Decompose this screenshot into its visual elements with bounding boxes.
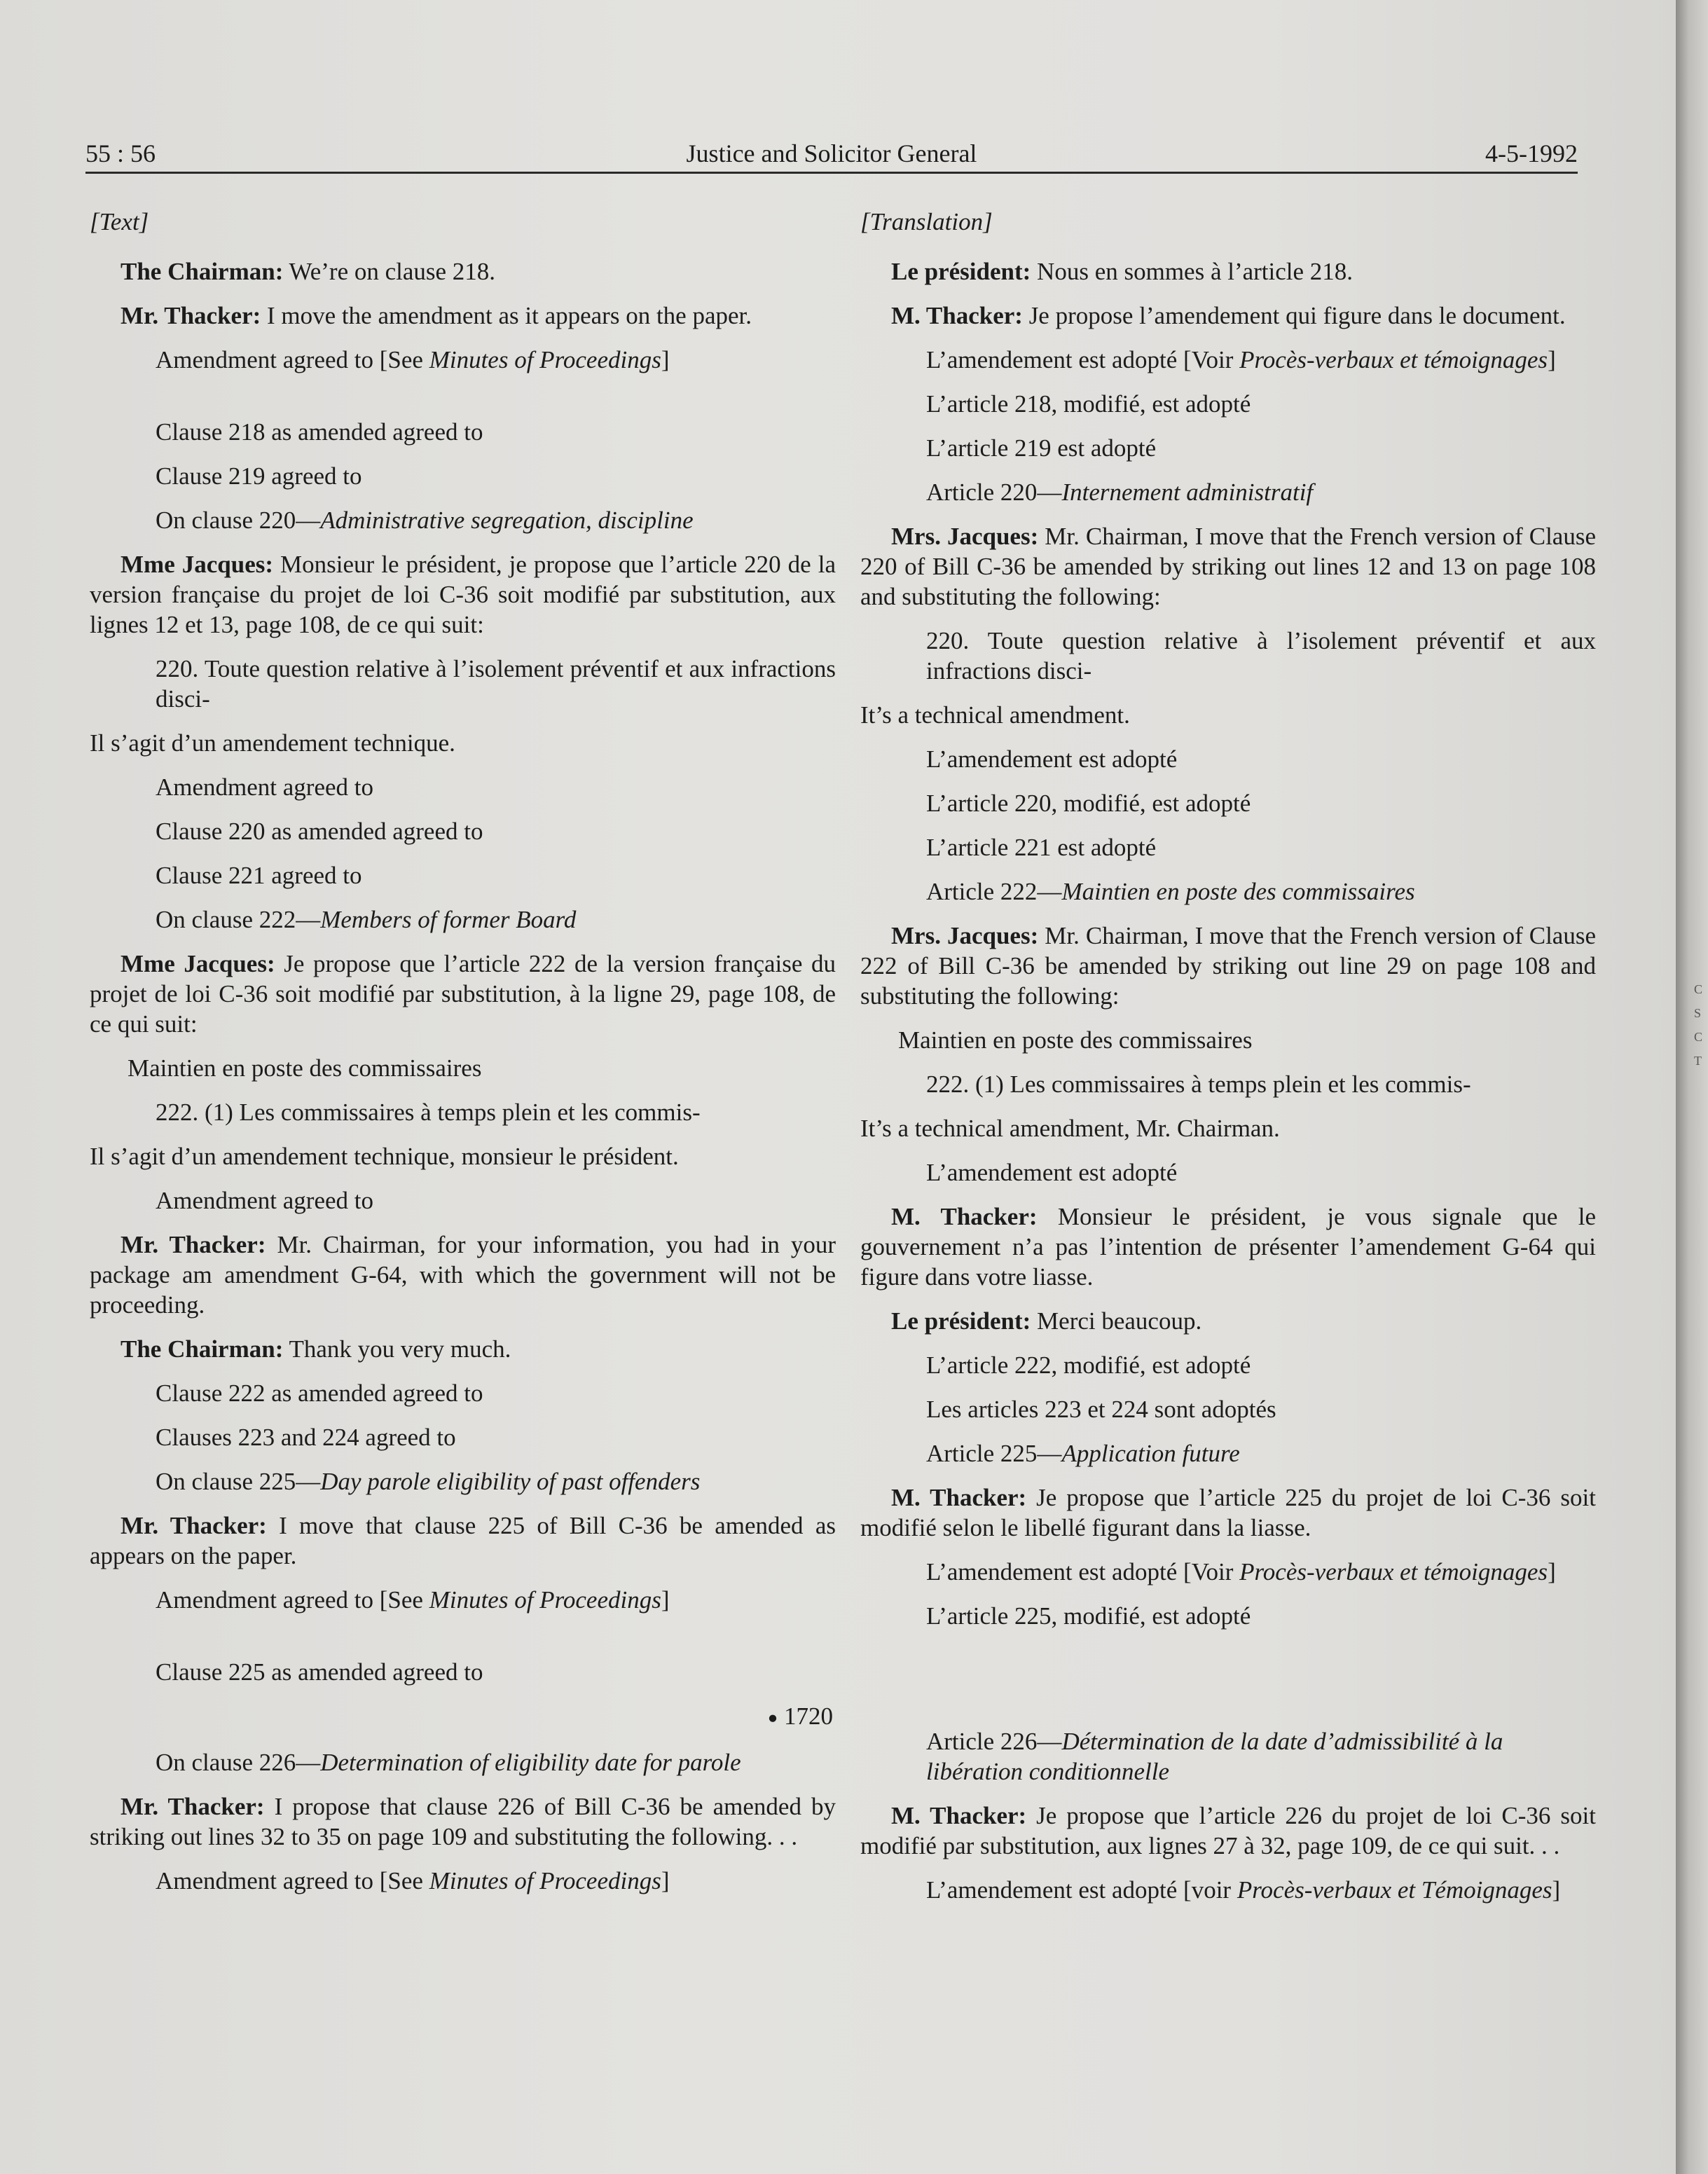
speech (90, 301, 836, 331)
speaker: Le président: (891, 258, 1031, 285)
motion-line: Clauses 223 and 224 agreed to (156, 1424, 456, 1451)
speech-text: Mr. Chairman, I move that the French version of Clause 220 of Bill C-36 be amended by striking out lines 12 and 13 on page 108 and substituting the following: (860, 523, 1596, 610)
motion-line: L’amendement est adopté (926, 745, 1178, 773)
motion-text: ] (661, 1867, 670, 1895)
speaker: M. Thacker: (891, 1802, 1027, 1829)
note-line: Il s’agit d’un amendement technique, monsieur le président. (90, 1143, 679, 1170)
quoted-text: 222. (1) Les commissaires à temps plein et les commis- (926, 1071, 1471, 1098)
english-column (90, 207, 836, 1910)
motion-text: L’amendement est adopté [Voir (926, 1558, 1240, 1585)
edge-letter: S (1694, 1006, 1702, 1020)
speech-text: Nous en sommes à l’article 218. (1031, 258, 1354, 285)
quoted-text: 222. (1) Les commissaires à temps plein et les commis- (156, 1099, 701, 1126)
speech-text: We’re on clause 218. (283, 258, 496, 285)
speech (860, 1202, 1596, 1292)
bullet-icon: ● (767, 1709, 778, 1728)
motion-ref: Procès-verbaux et témoignages (1239, 346, 1548, 373)
motion-text: Amendment agreed to [See (156, 1586, 429, 1614)
motion-line (90, 345, 836, 375)
translation-column (860, 207, 1596, 1919)
page-number: 55 : 56 (85, 139, 156, 167)
motion-line (860, 1557, 1596, 1587)
speaker: The Chairman: (120, 258, 284, 285)
clause-title: Application future (1061, 1440, 1240, 1467)
book-binding-edge (1676, 0, 1708, 2174)
speech-text: Merci beaucoup. (1031, 1307, 1202, 1335)
clause-label: On clause 225— (156, 1468, 321, 1495)
note-line: It’s a technical amendment, Mr. Chairman. (860, 1115, 1280, 1142)
clause-heading (860, 876, 1596, 907)
clause-label: On clause 226— (156, 1749, 321, 1777)
adjacent-page-edge-text (1694, 977, 1702, 1073)
running-header (85, 118, 1578, 174)
speech (90, 1791, 836, 1852)
clause-title: Day parole eligibility of past offenders (320, 1468, 701, 1495)
speech-text: Je propose que l’article 225 du projet de loi C-36 soit modifié selon le libellé figurant dans la liasse. (860, 1484, 1596, 1541)
motion-line: L’article 220, modifié, est adopté (926, 790, 1251, 817)
speaker: M. Thacker: (891, 1203, 1038, 1230)
motion-ref: Minutes of Proceedings (429, 1586, 661, 1614)
motion-line (90, 1866, 836, 1896)
motion-line (860, 345, 1596, 375)
clause-title: Determination of eligibility date for parole (320, 1749, 741, 1777)
clause-title: Administrative segregation, discipline (320, 507, 694, 534)
quoted-text: 220. Toute question relative à l’isolement préventif et aux infractions disci- (156, 655, 836, 713)
speaker: Mme Jacques: (120, 551, 274, 578)
motion-line: L’article 219 est adopté (926, 434, 1157, 462)
note-line: Il s’agit d’un amendement technique. (90, 729, 455, 757)
motion-text: ] (661, 1586, 670, 1614)
motion-line: L’article 221 est adopté (926, 834, 1157, 861)
speech-text: Thank you very much. (283, 1335, 511, 1363)
clause-title: Members of former Board (320, 906, 577, 933)
speech-text: Je propose que l’article 226 du projet de loi C-36 soit modifié par substitution, aux lignes 27 à 32, page 109, de ce qui suit. . . (860, 1802, 1596, 1859)
speaker: Mrs. Jacques: (891, 523, 1039, 550)
clause-heading (90, 904, 836, 935)
speech-text: I move the amendment as it appears on the paper. (261, 302, 752, 329)
motion-line: Clause 222 as amended agreed to (156, 1380, 483, 1407)
motion-line: Clause 220 as amended agreed to (156, 818, 483, 845)
motion-line (90, 1585, 836, 1615)
header-rule (85, 172, 1578, 174)
speaker: Le président: (891, 1307, 1031, 1335)
speaker: The Chairman: (120, 1335, 284, 1363)
speech (860, 301, 1596, 331)
speech (90, 549, 836, 640)
note-line: It’s a technical amendment. (860, 701, 1130, 729)
speech (90, 1334, 836, 1364)
motion-text: ] (661, 346, 670, 373)
motion-text: ] (1552, 1876, 1561, 1904)
quoted-heading: Maintien en poste des commissaires (898, 1026, 1253, 1054)
clause-title: Détermination de la date d’admissibilité à la libération conditionnelle (926, 1728, 1503, 1785)
speech (860, 256, 1596, 287)
speech-text: Je propose que l’article 222 de la version française du projet de loi C-36 soit modifié par substitution, à la ligne 29, page 108, de ce qui suit: (90, 950, 836, 1038)
speaker: Mr. Thacker: (120, 1512, 267, 1539)
clause-heading (860, 477, 1596, 507)
time-marker (90, 1701, 836, 1733)
clause-label: Article 226— (926, 1728, 1062, 1755)
clause-label: On clause 220— (156, 507, 321, 534)
motion-ref: Procès-verbaux et témoignages (1239, 1558, 1548, 1585)
motion-line: Clause 219 agreed to (156, 462, 362, 490)
speech (860, 1482, 1596, 1543)
speaker: Mr. Thacker: (120, 1231, 266, 1258)
motion-ref: Minutes of Proceedings (429, 346, 661, 373)
clause-heading (90, 505, 836, 535)
clause-heading (90, 1466, 836, 1497)
speaker: M. Thacker: (891, 1484, 1027, 1511)
motion-text: ] (1548, 346, 1556, 373)
motion-line: L’article 225, modifié, est adopté (926, 1602, 1251, 1630)
quoted-text: 220. Toute question relative à l’isolement préventif et aux infractions disci- (926, 627, 1596, 684)
speech-text: Je propose l’amendement qui figure dans le document. (1022, 302, 1566, 329)
clause-heading (90, 1747, 836, 1777)
speech-text: Mr. Chairman, I move that the French version of Clause 222 of Bill C-36 be amended by striking out line 29 on page 108 and substituting the following: (860, 922, 1596, 1010)
speaker: Mr. Thacker: (120, 302, 261, 329)
motion-line: Amendment agreed to (156, 773, 374, 801)
clause-heading (860, 1438, 1596, 1468)
speech-text: Mr. Chairman, for your information, you had in your package am amendment G-64, with which the government will not be proceeding. (90, 1231, 836, 1319)
motion-line: Les articles 223 et 224 sont adoptés (926, 1396, 1276, 1423)
edge-letter: C (1694, 1030, 1703, 1044)
speech-text: I move that clause 225 of Bill C-36 be amended as appears on the paper. (90, 1512, 836, 1569)
motion-text: L’amendement est adopté [voir (926, 1876, 1237, 1904)
motion-text: Amendment agreed to [See (156, 1867, 429, 1895)
quoted-heading: Maintien en poste des commissaires (128, 1054, 482, 1082)
header-date: 4-5-1992 (1485, 139, 1578, 167)
clause-title: Internement administratif (1061, 479, 1314, 506)
motion-ref: Minutes of Proceedings (429, 1867, 661, 1895)
motion-text: ] (1548, 1558, 1556, 1585)
motion-text: L’amendement est adopté [Voir (926, 346, 1240, 373)
clause-label: Article 225— (926, 1440, 1062, 1467)
speech (860, 921, 1596, 1011)
clause-heading (860, 1726, 1596, 1787)
column-tag: [Text] (90, 208, 149, 235)
speaker: Mme Jacques: (120, 950, 275, 977)
motion-line: Clause 218 as amended agreed to (156, 418, 483, 446)
column-tag: [Translation] (860, 208, 993, 235)
speech (860, 1306, 1596, 1336)
motion-line: L’article 222, modifié, est adopté (926, 1351, 1251, 1379)
speech (90, 949, 836, 1039)
clause-label: On clause 222— (156, 906, 321, 933)
motion-text: Amendment agreed to [See (156, 346, 429, 373)
motion-line: L’amendement est adopté (926, 1159, 1178, 1186)
committee-title: Justice and Solicitor General (686, 139, 977, 167)
speech-text: Monsieur le président, je vous signale que le gouvernement n’a pas l’intention de présenter l’amendement G-64 qui figure dans votre liasse. (860, 1203, 1596, 1291)
speech (860, 521, 1596, 612)
clause-label: Article 222— (926, 878, 1062, 905)
clause-label: Article 220— (926, 479, 1062, 506)
edge-letter: C (1694, 982, 1703, 996)
motion-ref: Procès-verbaux et Témoignages (1237, 1876, 1552, 1904)
speech-text: I propose that clause 226 of Bill C-36 be amended by striking out lines 32 to 35 on page 109 and substituting the following. . . (90, 1793, 836, 1851)
motion-line (860, 1875, 1596, 1905)
clause-title: Maintien en poste des commissaires (1061, 878, 1415, 905)
time-value: 1720 (784, 1702, 833, 1730)
speaker: Mr. Thacker: (120, 1793, 265, 1821)
motion-line: Amendment agreed to (156, 1187, 374, 1214)
speech (90, 256, 836, 287)
motion-line: Clause 225 as amended agreed to (156, 1658, 483, 1686)
motion-line: Clause 221 agreed to (156, 862, 362, 889)
edge-letter: T (1694, 1054, 1702, 1068)
motion-line: L’article 218, modifié, est adopté (926, 390, 1251, 418)
speech (90, 1511, 836, 1571)
speaker: Mrs. Jacques: (891, 922, 1039, 949)
speech (90, 1230, 836, 1320)
speech-text: Monsieur le président, je propose que l’article 220 de la version française du projet de loi C-36 soit modifié par substitution, aux lignes 12 et 13, page 108, de ce qui suit: (90, 551, 836, 638)
speaker: M. Thacker: (891, 302, 1023, 329)
speech (860, 1801, 1596, 1861)
